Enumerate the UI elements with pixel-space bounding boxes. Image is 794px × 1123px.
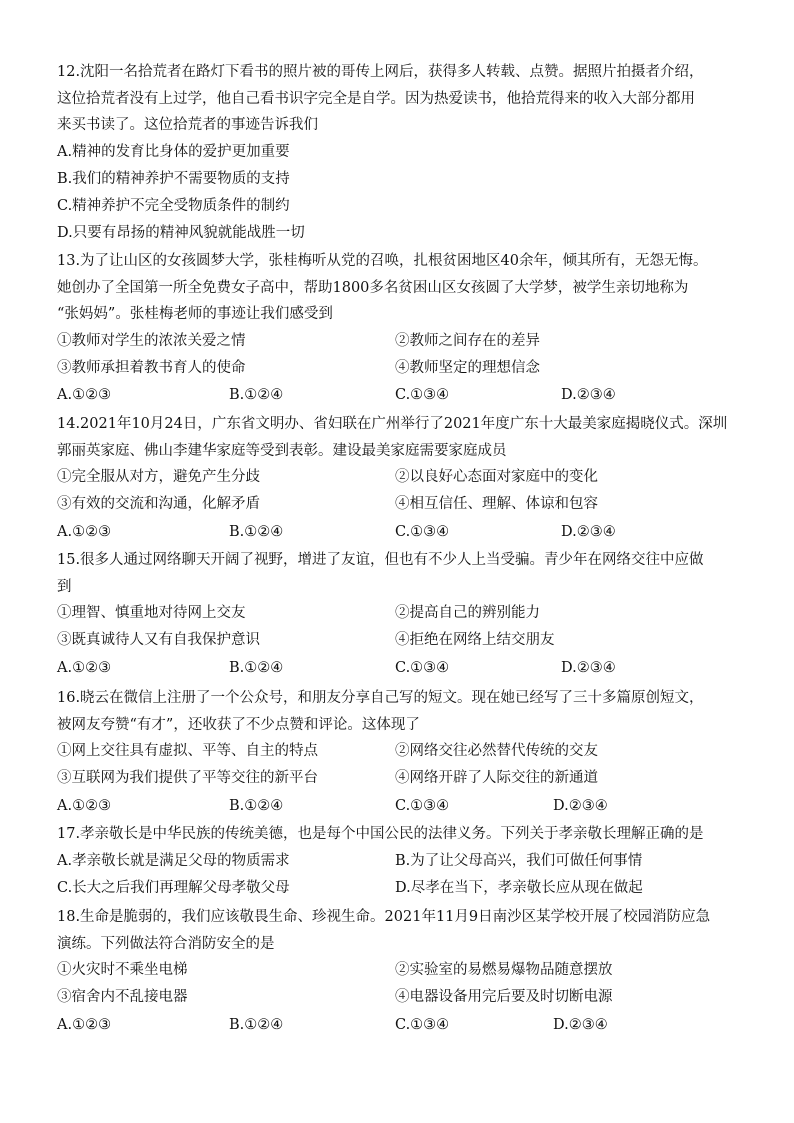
choice-row (57, 793, 750, 820)
question-stem-line: 14.2021年10月24日，广东省文明办、省妇联在广州举行了2021年度广东十大最美家庭揭晓仪式。深圳 (57, 416, 728, 432)
item-1: ①理智、慎重地对待网上交友 (57, 605, 246, 622)
option-c: C.长大之后我们再理解父母孝敬父母 (57, 879, 290, 896)
choice-b: B.①②④ (229, 523, 284, 540)
choice-row (57, 655, 750, 682)
question-18 (57, 904, 750, 1039)
question-stem-line: “张妈妈”。张桂梅老师的事迹让我们感受到 (57, 306, 333, 323)
item-row (57, 957, 750, 984)
choice-a: A.①②③ (57, 523, 112, 540)
item-row (57, 464, 750, 491)
question-stem-line: 16.晓云在微信上注册了一个公众号，和朋友分享自己写的短文。现在她已经写了三十多篇原创短文， (57, 690, 704, 706)
question-stem-line: 17.孝亲敬长是中华民族的传统美德，也是每个中国公民的法律义务。下列关于孝亲敬长理解正确的是 (57, 826, 704, 842)
item-3: ③教师承担着教书育人的使命 (57, 359, 246, 376)
question-stem-line: 到 (57, 578, 72, 595)
choice-a: A.①②③ (57, 387, 112, 404)
question-stem-line: 来买书读了。这位拾荒者的事迹告诉我们 (57, 117, 318, 134)
option-b: B.我们的精神养护不需要物质的支持 (57, 170, 290, 187)
question-12 (57, 59, 750, 248)
item-4: ④网络开辟了人际交往的新通道 (395, 770, 598, 787)
item-row (57, 600, 750, 627)
item-4: ④教师坚定的理想信念 (395, 359, 540, 376)
option-row (57, 848, 750, 875)
question-stem-line: 这位拾荒者没有上过学，他自己看书识字完全是自学。因为热爱读书，他拾荒得来的收入大部分都用 (57, 90, 695, 107)
choice-d: D.②③④ (553, 1016, 608, 1033)
choice-a: A.①②③ (57, 659, 112, 676)
item-row (57, 328, 750, 355)
item-3: ③互联网为我们提供了平等交往的新平台 (57, 770, 318, 787)
item-row (57, 738, 750, 765)
item-1: ①网上交往具有虚拟、平等、自主的特点 (57, 743, 318, 760)
item-row (57, 355, 750, 382)
choice-d: D.②③④ (561, 387, 616, 404)
choice-c: C.①③④ (395, 1016, 450, 1033)
item-3: ③既真诚待人又有自我保护意识 (57, 632, 260, 649)
choice-d: D.②③④ (561, 659, 616, 676)
choice-a: A.①②③ (57, 797, 112, 814)
choice-row (57, 519, 750, 546)
item-2: ②教师之间存在的差异 (395, 332, 540, 349)
choice-d: D.②③④ (561, 523, 616, 540)
question-stem-line: 18.生命是脆弱的，我们应该敬畏生命、珍视生命。2021年11月9日南沙区某学校开展了校园消防应急 (57, 909, 711, 925)
item-3: ③宿舍内不乱接电器 (57, 989, 188, 1006)
option-b: B.为了让父母高兴，我们可做任何事情 (395, 852, 643, 869)
item-2: ②实验室的易燃易爆物品随意摆放 (395, 962, 613, 979)
choice-b: B.①②④ (229, 387, 284, 404)
item-row (57, 627, 750, 654)
choice-b: B.①②④ (229, 797, 284, 814)
choice-b: B.①②④ (229, 1016, 284, 1033)
option-d: D.尽孝在当下，孝亲敬长应从现在做起 (395, 879, 643, 896)
question-13 (57, 248, 750, 409)
item-row (57, 984, 750, 1011)
choice-b: B.①②④ (229, 659, 284, 676)
question-stem-line: 演练。下列做法符合消防安全的是 (57, 935, 275, 952)
question-16 (57, 685, 750, 820)
option-c: C.精神养护不完全受物质条件的制约 (57, 198, 290, 215)
item-4: ④电器设备用完后要及时切断电源 (395, 989, 613, 1006)
choice-d: D.②③④ (553, 797, 608, 814)
choice-c: C.①③④ (395, 387, 450, 404)
question-stem-line: 15.很多人通过网络聊天开阔了视野，增进了友谊，但也有不少人上当受骗。青少年在网络交往中应做 (57, 552, 704, 568)
item-2: ②提高自己的辨别能力 (395, 605, 540, 622)
option-d: D.只要有昂扬的精神风貌就能战胜一切 (57, 225, 305, 242)
option-a: A.精神的发育比身体的爱护更加重要 (57, 143, 290, 160)
question-stem-line: 郭丽英家庭、佛山李建华家庭等受到表彰。建设最美家庭需要家庭成员 (57, 442, 507, 459)
question-15 (57, 547, 750, 682)
question-stem-line: 被网友夸赞“有才”，还收获了不少点赞和评论。这体现了 (57, 716, 420, 733)
question-14 (57, 411, 750, 546)
question-stem-line: 13.为了让山区的女孩圆梦大学，张桂梅听从党的召唤，扎根贫困地区40余年，倾其所有，无怨无悔。 (57, 253, 708, 269)
item-3: ③有效的交流和沟通，化解矛盾 (57, 496, 260, 513)
item-2: ②以良好心态面对家庭中的变化 (395, 469, 598, 486)
item-4: ④相互信任、理解、体谅和包容 (395, 496, 598, 513)
choice-a: A.①②③ (57, 1016, 112, 1033)
choice-row (57, 382, 750, 409)
choice-row (57, 1012, 750, 1039)
choice-c: C.①③④ (395, 659, 450, 676)
choice-c: C.①③④ (395, 523, 450, 540)
question-stem-line: 12.沈阳一名拾荒者在路灯下看书的照片被的哥传上网后，获得多人转载、点赞。据照片拍摄者介绍， (57, 64, 704, 80)
choice-c: C.①③④ (395, 797, 450, 814)
option-a: A.孝亲敬长就是满足父母的物质需求 (57, 852, 290, 869)
item-1: ①火灾时不乘坐电梯 (57, 962, 188, 979)
question-stem-line: 她创办了全国第一所全免费女子高中，帮助1800多名贫困山区女孩圆了大学梦，被学生亲切地称为 (57, 279, 689, 296)
item-row (57, 491, 750, 518)
question-17 (57, 821, 750, 902)
item-1: ①教师对学生的浓浓关爱之情 (57, 332, 246, 349)
item-2: ②网络交往必然替代传统的交友 (395, 743, 598, 760)
option-row (57, 875, 750, 902)
item-4: ④拒绝在网络上结交朋友 (395, 632, 555, 649)
item-row (57, 765, 750, 792)
item-1: ①完全服从对方，避免产生分歧 (57, 469, 260, 486)
